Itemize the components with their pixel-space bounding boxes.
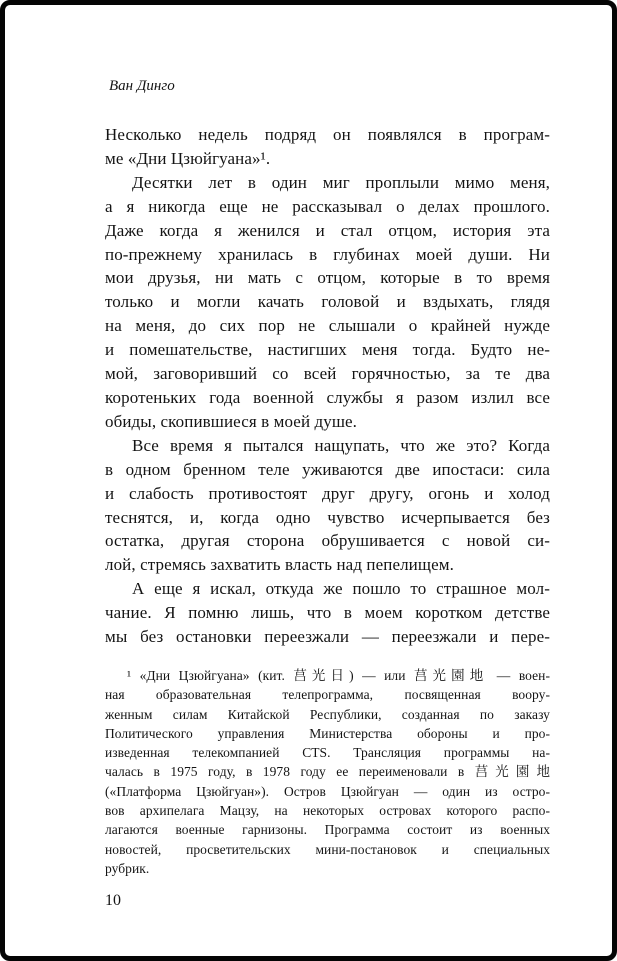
footnote-text-line: («Платформа Цзюйгуан»). Остров Цзюйгуан — один из остро- bbox=[105, 783, 550, 799]
footnote-text-line: Политического управления Министерства обороны и про- bbox=[105, 725, 550, 741]
paragraph bbox=[105, 434, 550, 577]
footnote bbox=[105, 666, 550, 878]
paragraph bbox=[105, 171, 550, 434]
footnote-text-line: ¹ «Дни Цзюйгуана» (кит. 莒光日) — или 莒光園地 — воен- bbox=[127, 667, 550, 683]
body-text-line: А еще я искал, откуда же пошло то страшное мол- bbox=[132, 579, 550, 599]
paragraph bbox=[105, 666, 550, 878]
body-text-line: только и могли качать головой и вздыхать, глядя bbox=[105, 292, 550, 312]
body-text-line: в одном бренном теле уживаются две ипостаси: сила bbox=[105, 459, 550, 479]
footnote-text-line: чалась в 1975 году, в 1978 году ее переименовали в 莒光園地 bbox=[105, 764, 550, 780]
book-page bbox=[5, 5, 612, 956]
body-text-line: остатка, другая сторона обрушивается с новой си- bbox=[105, 531, 550, 551]
body-text-line: на меня, до сих пор не слышали о крайней нужде bbox=[105, 316, 550, 336]
paragraph bbox=[105, 123, 550, 171]
body-text-line: и помешательстве, настигших меня тогда. Будто не- bbox=[105, 340, 550, 360]
body-text-line: Даже когда я женился и стал отцом, история эта bbox=[105, 220, 550, 240]
body-text-line: коротеньких года военной службы я разом излил все bbox=[105, 387, 550, 407]
page-number: 10 bbox=[105, 892, 121, 910]
body-text-line: мы без остановки переезжали — переезжали и пере- bbox=[105, 627, 550, 647]
footnote-text-line: женным силам Китайской Республики, созданная по заказу bbox=[105, 706, 550, 722]
body-text-line: и слабость противостоят друг другу, огонь и холод bbox=[105, 483, 550, 503]
footnote-text-line: лагаются военные гарнизоны. Программа состоит из военных bbox=[105, 822, 550, 838]
body-text-line: Все время я пытался нащупать, что же это? Когда bbox=[132, 435, 550, 455]
footnote-text-line: ная образовательная телепрограмма, посвященная воору- bbox=[105, 687, 550, 703]
paragraph bbox=[105, 577, 550, 649]
body-text-line: Десятки лет в один миг проплыли мимо меня, bbox=[132, 172, 550, 192]
body-text-line: мой, заговоривший со всей горячностью, за те два bbox=[105, 364, 550, 384]
body-text-line: лой, стремясь захватить власть над пепелищем. bbox=[105, 555, 454, 575]
footnote-text-line: рубрик. bbox=[105, 860, 150, 876]
body-text-line: Несколько недель подряд он появлялся в програм- bbox=[105, 125, 550, 144]
body-text bbox=[105, 123, 550, 649]
footnote-text-line: новостей, просветительских мини-постановок и специальных bbox=[105, 841, 550, 857]
body-text-line: чание. Я помню лишь, что в моем коротком детстве bbox=[105, 603, 550, 623]
body-text-line: ме «Дни Цзюйгуана»¹. bbox=[105, 148, 271, 168]
body-text-line: мои друзья, ни мать с отцом, которые в то время bbox=[105, 268, 550, 288]
footnote-text-line: изведенная телекомпанией CTS. Трансляция программы на- bbox=[105, 745, 550, 761]
body-text-line: обиды, скопившиеся в моей душе. bbox=[105, 411, 358, 431]
running-header-author: Ван Динго bbox=[109, 78, 175, 94]
body-text-line: по-прежнему хранилась в глубинах моей души. Ни bbox=[105, 244, 550, 264]
body-text-line: теснятся, и, когда одно чувство исчерпывается без bbox=[105, 507, 550, 527]
footnote-text-line: вов архипелага Мацзу, на некоторых островах которого распо- bbox=[105, 803, 550, 819]
body-text-line: а я никогда еще не рассказывал о делах прошлого. bbox=[105, 196, 550, 216]
